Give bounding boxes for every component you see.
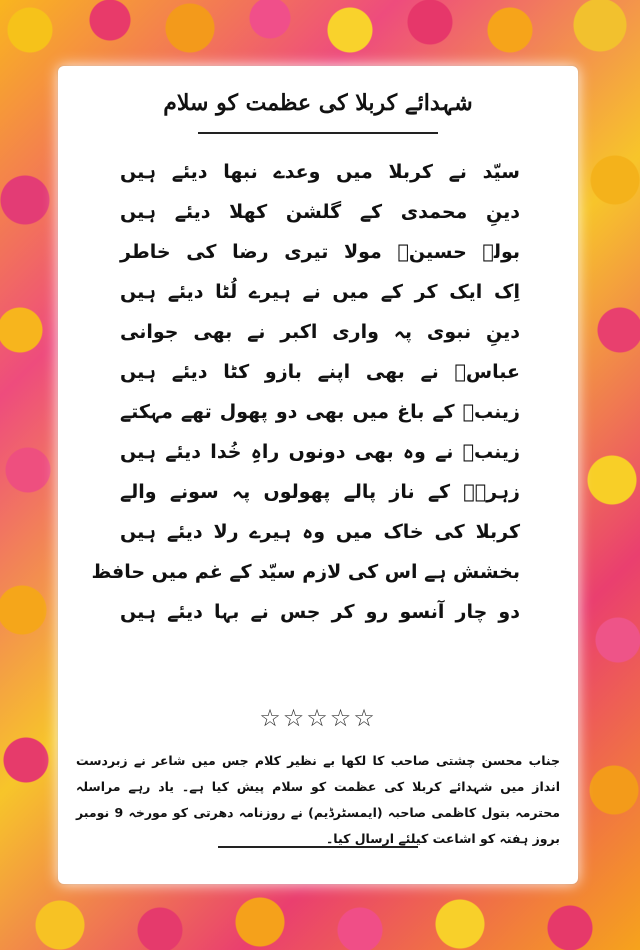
poem-line-1: سیّد نے کربلا میں وعدے نبھا دیئے ہیں [120,161,520,183]
poem-title: شہدائے کربلا کی عظمت کو سلام [163,90,473,116]
poem-line-10: کربلا کی خاک میں وہ ہیرے رلا دیئے ہیں [120,521,520,543]
title-underline [198,132,438,134]
poem-line-12: دو چار آنسو رو کر جس نے بہا دیئے ہیں [120,601,520,623]
poem-line-8: زینبؑ نے وہ بھی دونوں راہِ خُدا دیئے ہیں [120,441,520,463]
poem-line-2: دینِ محمدی کے گلشن کھلا دیئے ہیں [120,201,520,223]
poem-line-5: دینِ نبوی پہ واری اکبر نے بھی جوانی [120,321,520,343]
poem-line-3: بولے حسینؑ مولا تیری رضا کی خاطر [120,241,520,263]
poem-line-9: زہرہؑ کے ناز پالے پھولوں پہ سونے والے [120,481,520,503]
poem-card [58,66,578,884]
poem-body [91,152,520,632]
bottom-underline [218,846,418,848]
star-divider: ☆☆☆☆☆ [259,704,377,732]
poem-line-6: عباسؑ نے بھی اپنے بازو کٹا دیئے ہیں [120,361,520,383]
poem-line-11: بخشش ہے اس کی لازم سیّد کے غم میں حافظ [91,561,520,583]
author-note: جناب محسن چشتی صاحب کا لکھا بے نظیر کلام جس میں شاعر نے زبردست انداز میں شہدائے کربلا کی عظمت کو سلام پیش کیا ہے۔ یاد رہے مراسلہ محترمہ بتول کاظمی صاحبہ (ایمسٹرڈیم) نے روزنامہ دھرتی کو مورخہ 9 نومبر بروز ہفتہ کو اشاعت کیلئے ارسال کیا۔ [76,753,560,846]
poem-line-7: زینبؑ کے باغ میں بھی دو پھول تھے مہکتے [120,401,520,423]
poem-line-4: اِک ایک کر کے میں نے ہیرے لُٹا دیئے ہیں [120,281,520,303]
